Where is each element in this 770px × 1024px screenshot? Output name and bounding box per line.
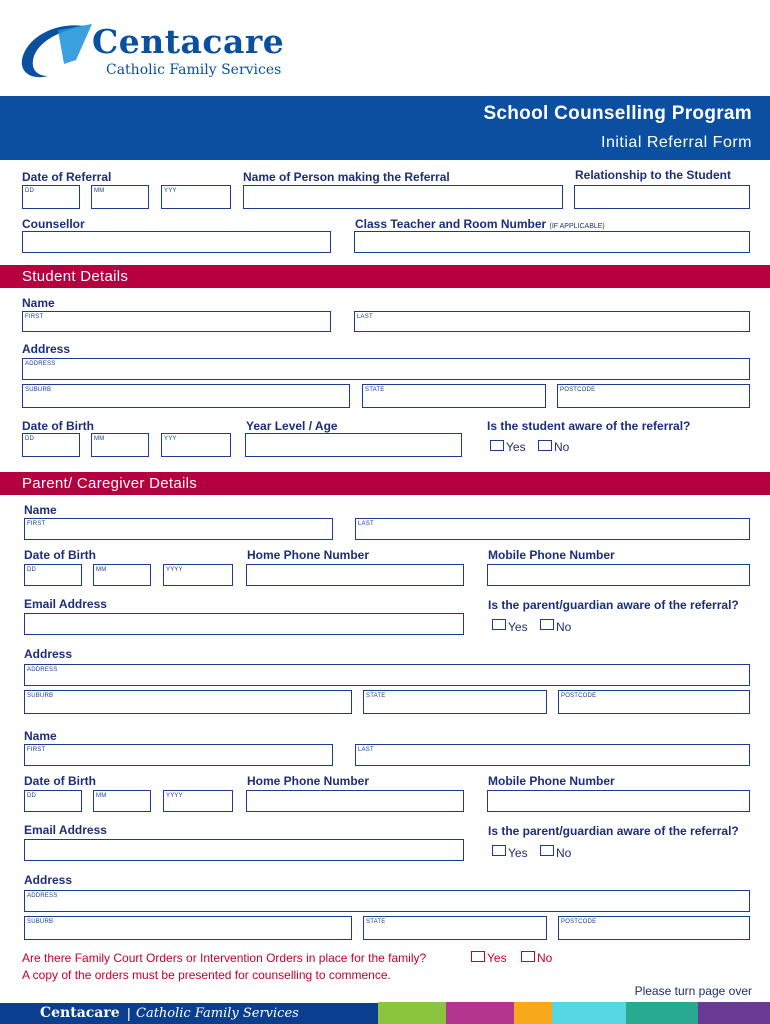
footer-brand: Centacare [40, 1005, 120, 1021]
logo-c-mark-icon [14, 20, 96, 82]
state-hint: STATE [365, 387, 385, 393]
parent2-mobile-field[interactable] [487, 790, 750, 812]
form-title: Initial Referral Form [601, 134, 752, 151]
student-dob-mm-field[interactable] [91, 433, 149, 457]
student-address-field[interactable] [22, 358, 750, 380]
postcode-hint: POSTCODE [561, 693, 597, 699]
referrer-name-label: Name of Person making the Referral [243, 170, 450, 184]
parent2-email-label: Email Address [24, 823, 107, 837]
student-last-name-field[interactable] [354, 311, 750, 332]
student-first-name-field[interactable] [22, 311, 331, 332]
yyyy-hint: YYYY [166, 567, 183, 573]
address-hint: ADDRESS [27, 893, 58, 899]
class-teacher-label [355, 217, 605, 231]
parent1-aware-yes-label: Yes [508, 620, 528, 634]
parent1-aware-label: Is the parent/guardian aware of the referral? [488, 598, 739, 612]
last-hint: LAST [358, 521, 374, 527]
year-level-label: Year Level / Age [246, 419, 338, 433]
yyy-hint: YYY [164, 188, 177, 194]
parent2-home-phone-field[interactable] [246, 790, 464, 812]
dd-hint: DD [27, 567, 37, 573]
class-teacher-field[interactable] [354, 231, 750, 253]
parent1-dob-dd-field[interactable] [24, 564, 82, 586]
parent1-dob-yyyy-field[interactable] [163, 564, 233, 586]
footer-stripe [378, 1002, 446, 1024]
first-hint: FIRST [27, 747, 46, 753]
footer-divider: | [127, 1005, 131, 1021]
footer-stripe [552, 1002, 626, 1024]
address-hint: ADDRESS [25, 361, 56, 367]
parent2-address-label: Address [24, 873, 73, 887]
first-hint: FIRST [27, 521, 46, 527]
parent2-aware-yes-label: Yes [508, 846, 528, 860]
parent-details-header: Parent/ Caregiver Details [0, 472, 770, 495]
first-hint: FIRST [25, 314, 44, 320]
parent2-dob-dd-field[interactable] [24, 790, 82, 812]
turn-page-note: Please turn page over [634, 984, 752, 998]
court-orders-no-label: No [537, 951, 553, 965]
mm-hint: MM [94, 436, 105, 442]
parent2-email-field[interactable] [24, 839, 464, 861]
footer-stripe [698, 1002, 770, 1024]
court-orders-question: Are there Family Court Orders or Intervention Orders in place for the family? [22, 951, 427, 965]
logo [14, 20, 304, 82]
student-dob-dd-field[interactable] [22, 433, 80, 457]
student-details-header: Student Details [0, 265, 770, 288]
mm-hint: MM [96, 793, 107, 799]
court-orders-note: A copy of the orders must be presented for counselling to commence. [22, 968, 391, 982]
parent1-last-name-field[interactable] [355, 518, 750, 540]
referral-yyy-field[interactable] [161, 185, 231, 209]
student-aware-yes-checkbox[interactable] [490, 440, 504, 451]
postcode-hint: POSTCODE [560, 387, 596, 393]
student-aware-yes-label: Yes [506, 440, 526, 454]
student-aware-no-label: No [554, 440, 570, 454]
parent1-aware-yes-checkbox[interactable] [492, 619, 506, 630]
suburb-hint: SUBURB [25, 387, 52, 393]
parent2-aware-no-checkbox[interactable] [540, 845, 554, 856]
student-name-label: Name [22, 296, 55, 310]
court-orders-yes-checkbox[interactable] [471, 951, 485, 962]
parent2-dob-label: Date of Birth [24, 774, 96, 788]
parent1-aware-no-checkbox[interactable] [540, 619, 554, 630]
parent2-dob-mm-field[interactable] [93, 790, 151, 812]
state-hint: STATE [366, 919, 386, 925]
referrer-name-field[interactable] [243, 185, 563, 209]
year-level-field[interactable] [245, 433, 462, 457]
court-orders-no-checkbox[interactable] [521, 951, 535, 962]
counsellor-field[interactable] [22, 231, 331, 253]
mm-hint: MM [94, 188, 105, 194]
parent2-aware-label: Is the parent/guardian aware of the referral? [488, 824, 739, 838]
class-teacher-text: Class Teacher and Room Number [355, 217, 547, 231]
referral-mm-field[interactable] [91, 185, 149, 209]
relationship-label: Relationship to the Student [575, 168, 731, 182]
parent2-home-phone-label: Home Phone Number [247, 774, 370, 788]
parent2-state-field[interactable] [363, 916, 547, 940]
student-postcode-field[interactable] [557, 384, 750, 408]
state-hint: STATE [366, 693, 386, 699]
dd-hint: DD [27, 793, 37, 799]
parent1-address-field[interactable] [24, 664, 750, 686]
postcode-hint: POSTCODE [561, 919, 597, 925]
counsellor-label: Counsellor [22, 217, 85, 231]
parent1-aware-no-label: No [556, 620, 572, 634]
parent1-email-field[interactable] [24, 613, 464, 635]
parent2-first-name-field[interactable] [24, 744, 333, 766]
date-of-referral-label: Date of Referral [22, 170, 112, 184]
parent1-mobile-field[interactable] [487, 564, 750, 586]
parent1-state-field[interactable] [363, 690, 547, 714]
student-suburb-field[interactable] [22, 384, 350, 408]
court-orders-yes-label: Yes [487, 951, 507, 965]
student-aware-label: Is the student aware of the referral? [487, 419, 691, 433]
footer-tagline: Catholic Family Services [136, 1006, 299, 1021]
parent2-aware-no-label: No [556, 846, 572, 860]
dd-hint: DD [25, 188, 35, 194]
student-address-label: Address [22, 342, 71, 356]
yyyy-hint: YYYY [166, 793, 183, 799]
parent2-suburb-field[interactable] [24, 916, 352, 940]
parent1-dob-label: Date of Birth [24, 548, 96, 562]
last-hint: LAST [357, 314, 373, 320]
parent2-postcode-field[interactable] [558, 916, 750, 940]
student-dob-yyy-field[interactable] [161, 433, 231, 457]
parent2-aware-yes-checkbox[interactable] [492, 845, 506, 856]
suburb-hint: SUBURB [27, 693, 54, 699]
parent2-dob-yyyy-field[interactable] [163, 790, 233, 812]
suburb-hint: SUBURB [27, 919, 54, 925]
footer-stripe [626, 1002, 698, 1024]
relationship-field[interactable] [574, 185, 750, 209]
student-state-field[interactable] [362, 384, 546, 408]
dd-hint: DD [25, 436, 35, 442]
parent1-suburb-field[interactable] [24, 690, 352, 714]
address-hint: ADDRESS [27, 667, 58, 673]
parent1-dob-mm-field[interactable] [93, 564, 151, 586]
parent2-address-field[interactable] [24, 890, 750, 912]
last-hint: LAST [358, 747, 374, 753]
parent1-home-phone-field[interactable] [246, 564, 464, 586]
parent2-name-label: Name [24, 729, 57, 743]
logo-tagline: Catholic Family Services [106, 62, 282, 78]
mm-hint: MM [96, 567, 107, 573]
parent2-last-name-field[interactable] [355, 744, 750, 766]
parent1-first-name-field[interactable] [24, 518, 333, 540]
logo-name: Centacare [92, 22, 285, 61]
referral-dd-field[interactable] [22, 185, 80, 209]
footer-stripe [514, 1002, 552, 1024]
parent1-home-phone-label: Home Phone Number [247, 548, 370, 562]
program-title: School Counselling Program [483, 103, 752, 124]
parent1-name-label: Name [24, 503, 57, 517]
footer-stripe [446, 1002, 514, 1024]
parent1-mobile-label: Mobile Phone Number [488, 548, 615, 562]
student-aware-no-checkbox[interactable] [538, 440, 552, 451]
parent1-postcode-field[interactable] [558, 690, 750, 714]
parent1-email-label: Email Address [24, 597, 107, 611]
yyy-hint: YYY [164, 436, 177, 442]
parent2-mobile-label: Mobile Phone Number [488, 774, 615, 788]
class-teacher-note: (IF APPLICABLE) [549, 223, 605, 230]
student-dob-label: Date of Birth [22, 419, 94, 433]
parent1-address-label: Address [24, 647, 73, 661]
